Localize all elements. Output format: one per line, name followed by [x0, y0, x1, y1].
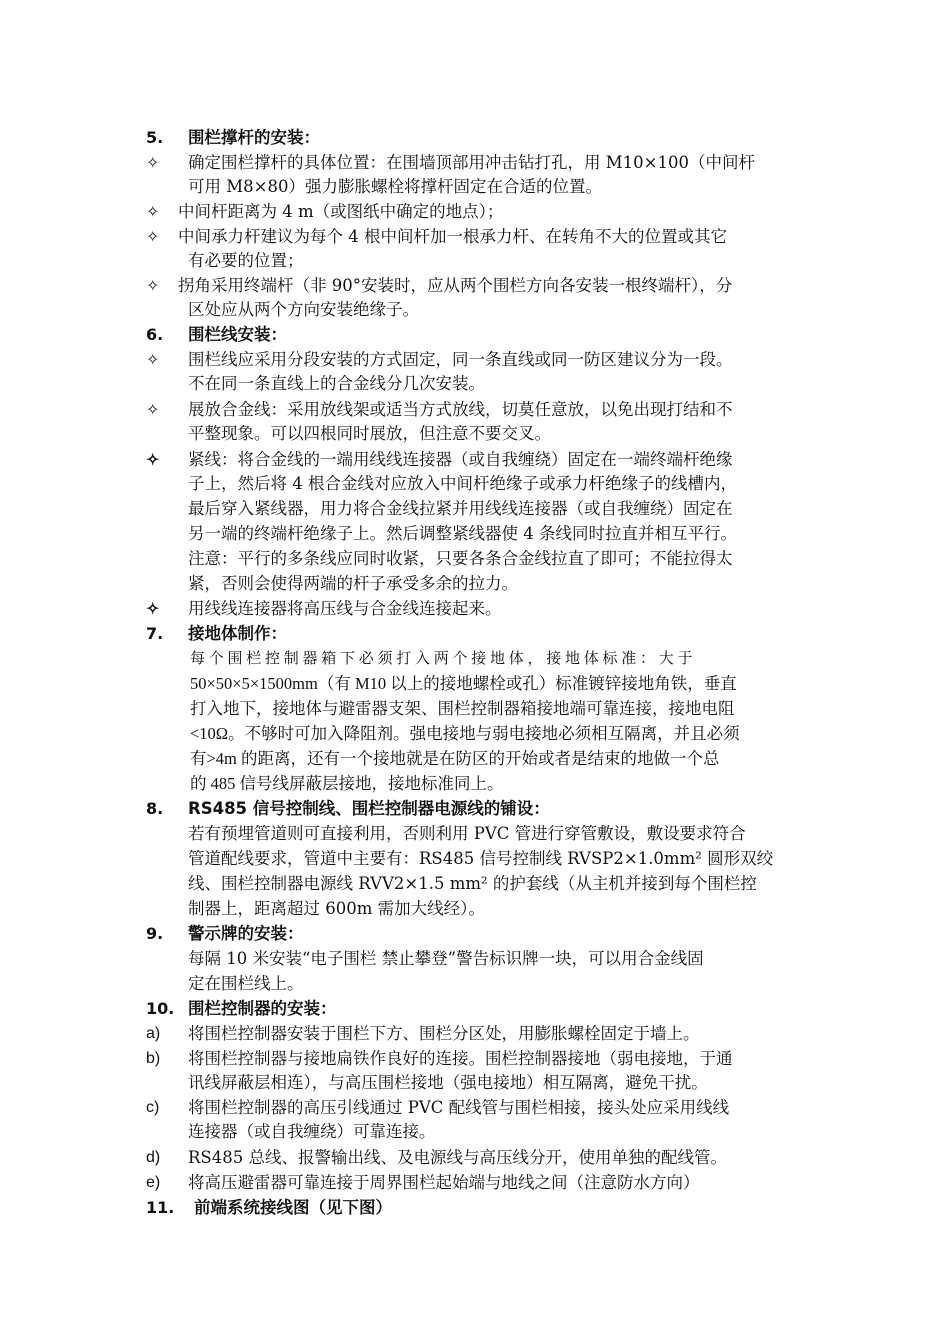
paragraph-line: 制器上，距离超过 600m 需加大线经）。: [188, 899, 485, 918]
paragraph-line: 平整现象。可以四根同时展放，但注意不要交叉。: [188, 424, 551, 443]
bullet-icon: ✧: [146, 599, 160, 618]
list-letter: d): [146, 1149, 161, 1166]
section-heading: 前端系统接线图（见下图）: [194, 1198, 392, 1217]
paragraph-line: 拐角采用终端杆（非 90°安装时，应从两个围栏方向各安装一根终端杆），分: [178, 276, 733, 295]
list-letter: e): [146, 1174, 161, 1191]
paragraph-line: 紧，否则会使得两端的杆子承受多余的拉力。: [188, 574, 518, 593]
paragraph-line: 最后穿入紧线器，用力将合金线拉紧并用线线连接器（或自我缠绕）固定在: [188, 499, 733, 518]
paragraph-line: 用线线连接器将高压线与合金线连接起来。: [188, 599, 502, 618]
section-number: 11.: [146, 1198, 175, 1217]
bullet-icon: ✧: [146, 350, 160, 369]
paragraph-line: 确定围栏撑杆的具体位置：在围墙顶部用冲击钻打孔，用 M10×100（中间杆: [188, 153, 755, 172]
section-number: 8.: [146, 799, 164, 818]
section-number: 9.: [146, 924, 164, 943]
section-heading: 接地体制作：: [188, 624, 287, 643]
list-letter: a): [146, 1025, 161, 1042]
section-heading: 警示牌的安装：: [188, 924, 304, 943]
paragraph-line: 将围栏控制器安装于围栏下方、围栏分区处，用膨胀螺栓固定于墙上。: [188, 1024, 700, 1043]
section-heading: 围栏线安装：: [188, 325, 287, 344]
paragraph-line: 打入地下，接地体与避雷器支架、围栏控制器箱接地端可靠连接，接地电阻: [190, 699, 735, 718]
paragraph-line: 50×50×5×1500mm（有 M10 以上的接地螺栓或孔）标准镀锌接地角铁，垂直: [190, 674, 737, 693]
paragraph-line: 每 个 围 栏 控 制 器 箱 下 必 须 打 入 两 个 接 地 体 ， 接 地 体 标 准 ： 大 于: [190, 651, 693, 667]
bullet-icon: ✧: [146, 153, 160, 172]
paragraph-line: 将围栏控制器的高压引线通过 PVC 配线管与围栏相接，接头处应采用线线: [188, 1098, 730, 1117]
paragraph-line: 子上，然后将 4 根合金线对应放入中间杆绝缘子或承力杆绝缘子的线槽内，: [188, 474, 737, 493]
paragraph-line: 中间承力杆建议为每个 4 根中间杆加一根承力杆、在转角不大的位置或其它: [178, 227, 727, 246]
section-heading: 围栏撑杆的安装：: [188, 128, 320, 147]
paragraph-line: 围栏线应采用分段安装的方式固定，同一条直线或同一防区建议分为一段。: [188, 350, 733, 369]
bullet-icon: ✧: [146, 202, 160, 221]
paragraph-line: 有必要的位置；: [188, 251, 304, 270]
section-number: 5.: [146, 128, 164, 147]
paragraph-line: 线、围栏控制器电源线 RVV2×1.5 mm² 的护套线（从主机并接到每个围栏控: [188, 874, 757, 893]
section-heading: RS485 信号控制线、围栏控制器电源线的铺设：: [188, 799, 550, 818]
list-letter: c): [146, 1099, 160, 1116]
section-heading: 围栏控制器的安装：: [188, 999, 337, 1018]
paragraph-line: 展放合金线：采用放线架或适当方式放线，切莫任意放，以免出现打结和不: [188, 400, 733, 419]
paragraph-line: 讯线屏蔽层相连），与高压围栏接地（强电接地）相互隔离，避免干扰。: [188, 1073, 708, 1092]
paragraph-line: 注意：平行的多条线应同时收紧，只要各条合金线拉直了即可；不能拉得太: [188, 549, 733, 568]
paragraph-line: 不在同一条直线上的合金线分几次安装。: [188, 374, 485, 393]
paragraph-line: 将高压避雷器可靠连接于周界围栏起始端与地线之间（注意防水方向）: [188, 1173, 700, 1192]
paragraph-line: 将围栏控制器与接地扁铁作良好的连接。围栏控制器接地（弱电接地，于通: [188, 1049, 733, 1068]
paragraph-line: <10Ω。不够时可加入降阻剂。强电接地与弱电接地必须相互隔离，并且必须: [190, 724, 740, 743]
section-number: 7.: [146, 624, 164, 643]
paragraph-line: 可用 M8×80）强力膨胀螺栓将撑杆固定在合适的位置。: [188, 177, 602, 196]
paragraph-line: 有>4m 的距离，还有一个接地就是在防区的开始或者是结束的地做一个总: [190, 749, 720, 768]
list-letter: b): [146, 1050, 161, 1067]
paragraph-line: 区处应从两个方向安装绝缘子。: [188, 300, 419, 319]
paragraph-line: 管道配线要求，管道中主要有：RS485 信号控制线 RVSP2×1.0mm² 圆形双绞: [188, 849, 774, 868]
paragraph-line: 若有预埋管道则可直接利用，否则利用 PVC 管进行穿管敷设，敷设要求符合: [188, 824, 746, 843]
paragraph-line: 连接器（或自我缠绕）可靠连接。: [188, 1122, 436, 1141]
paragraph-line: 紧线：将合金线的一端用线线连接器（或自我缠绕）固定在一端终端杆绝缘: [188, 450, 733, 469]
bullet-icon: ✧: [146, 276, 160, 295]
paragraph-line: 定在围栏线上。: [188, 974, 304, 993]
paragraph-line: 的 485 信号线屏蔽层接地，接地标准同上。: [190, 774, 504, 793]
paragraph-line: 另一端的终端杆绝缘子上。然后调整紧线器使 4 条线同时拉直并相互平行。: [188, 524, 737, 543]
paragraph-line: 中间杆距离为 4 m（或图纸中确定的地点）；: [178, 202, 504, 221]
paragraph-line: RS485 总线、报警输出线、及电源线与高压线分开，使用单独的配线管。: [188, 1148, 727, 1167]
bullet-icon: ✧: [146, 400, 160, 419]
section-number: 10.: [146, 999, 175, 1018]
bullet-icon: ✧: [146, 227, 160, 246]
bullet-icon: ✧: [146, 450, 160, 469]
paragraph-line: 每隔 10 米安装“电子围栏 禁止攀登”警告标识牌一块，可以用合金线固: [188, 949, 704, 968]
section-number: 6.: [146, 325, 164, 344]
